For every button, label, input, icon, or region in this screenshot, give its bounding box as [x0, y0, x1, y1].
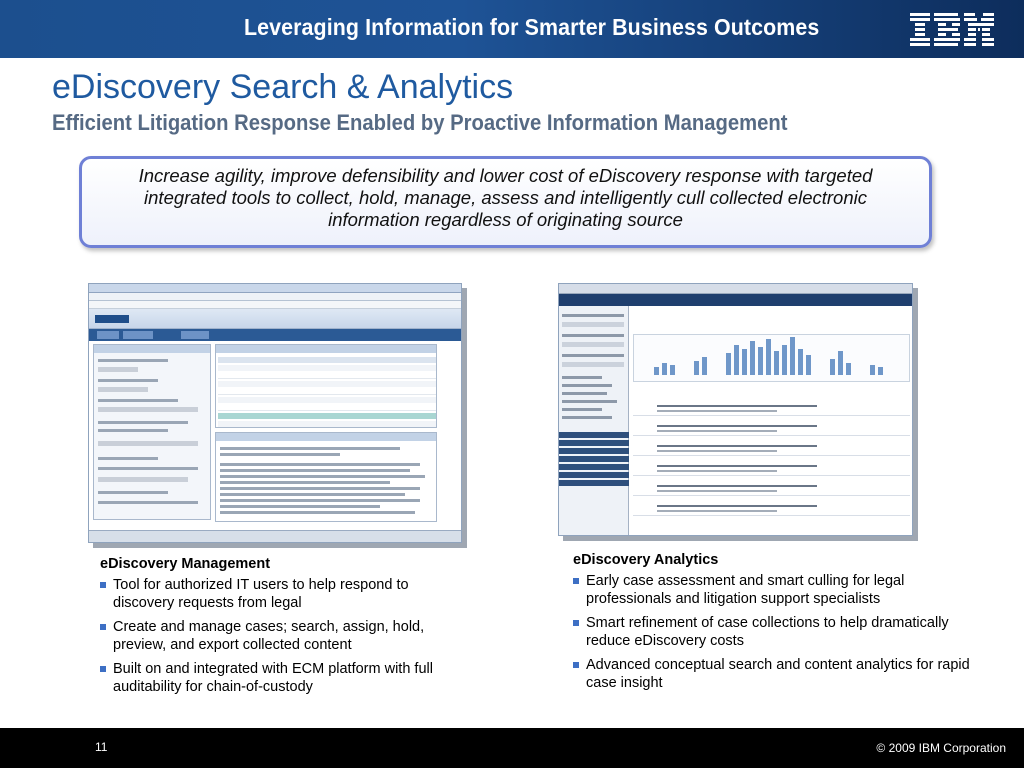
footer-bar [0, 728, 1024, 768]
analytics-heading: eDiscovery Analytics [573, 552, 719, 568]
ibm-logo [910, 13, 994, 47]
analytics-column [573, 552, 983, 698]
callout-box [79, 156, 932, 248]
header-band-title: Leveraging Information for Smarter Business Outcomes [244, 14, 820, 40]
list-item: Early case assessment and smart culling for legal professionals and litigation support specialists [573, 572, 983, 608]
callout-text: Increase agility, improve defensibility and lower cost of eDiscovery response with targeted integrated tools to collect, hold, manage, assess and intelligently cull collected electronic information regardless of originating source [138, 165, 873, 230]
page-number: 11 [95, 740, 108, 754]
management-column [100, 556, 460, 702]
list-item: Create and manage cases; search, assign, hold, preview, and export collected content [100, 618, 460, 654]
square-bullet-icon [573, 578, 579, 584]
square-bullet-icon [573, 662, 579, 668]
management-bullet-list [100, 576, 460, 696]
square-bullet-icon [100, 582, 106, 588]
slide-title: eDiscovery Search & Analytics [52, 68, 514, 106]
list-item: Advanced conceptual search and content analytics for rapid case insight [573, 656, 983, 692]
ediscovery-management-screenshot [88, 283, 462, 543]
list-item: Tool for authorized IT users to help respond to discovery requests from legal [100, 576, 460, 612]
square-bullet-icon [100, 624, 106, 630]
copyright-text: © 2009 IBM Corporation [876, 741, 1006, 755]
square-bullet-icon [573, 620, 579, 626]
slide-subtitle: Efficient Litigation Response Enabled by Proactive Information Management [52, 110, 788, 135]
management-heading: eDiscovery Management [100, 556, 271, 572]
header-band [0, 0, 1024, 58]
analytics-bullet-list [573, 572, 983, 692]
list-item: Built on and integrated with ECM platform with full auditability for chain-of-custody [100, 660, 460, 696]
ediscovery-analytics-screenshot [558, 283, 913, 536]
square-bullet-icon [100, 666, 106, 672]
list-item: Smart refinement of case collections to help dramatically reduce eDiscovery costs [573, 614, 983, 650]
